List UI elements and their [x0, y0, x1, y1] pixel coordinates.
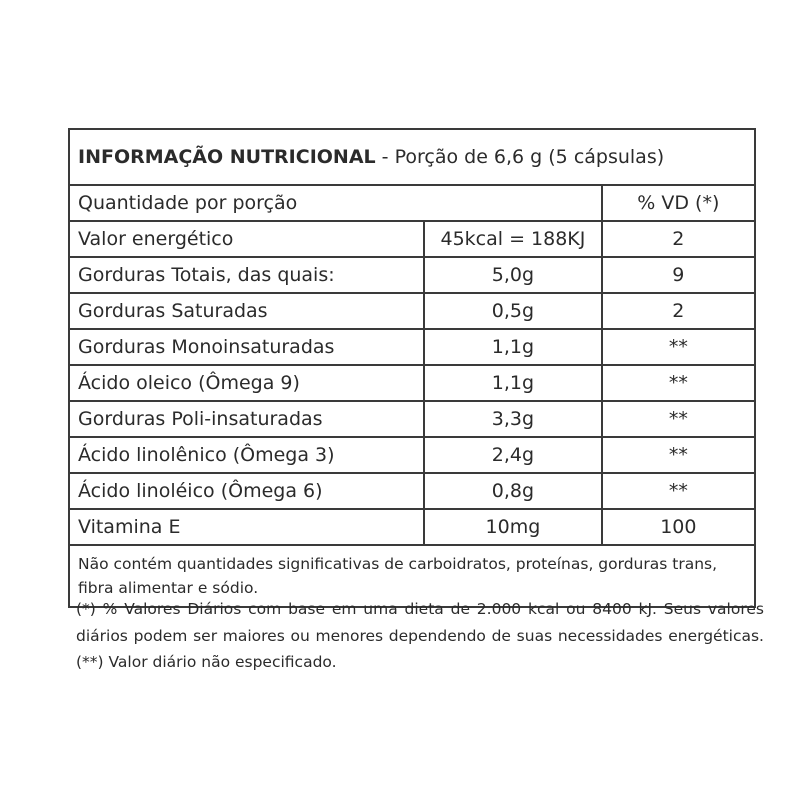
nutrient-amount: 0,8g [424, 473, 602, 509]
nutrient-name: Ácido linolênico (Ômega 3) [69, 437, 424, 473]
table-title [69, 129, 755, 185]
header-vd: % VD (*) [602, 185, 755, 221]
nutrient-amount: 1,1g [424, 365, 602, 401]
nutrient-name: Gorduras Saturadas [69, 293, 424, 329]
nutrient-vd: 100 [602, 509, 755, 545]
nutrient-amount: 5,0g [424, 257, 602, 293]
nutrient-name: Vitamina E [69, 509, 424, 545]
nutrient-name: Ácido oleico (Ômega 9) [69, 365, 424, 401]
nutrient-name: Valor energético [69, 221, 424, 257]
nutrient-vd: ** [602, 473, 755, 509]
table-row [69, 437, 755, 473]
table-row [69, 401, 755, 437]
table-row [69, 329, 755, 365]
nutrient-vd: 9 [602, 257, 755, 293]
table-title-row [69, 129, 755, 185]
nutrient-vd: ** [602, 401, 755, 437]
nutrient-amount: 10mg [424, 509, 602, 545]
nutrient-vd: ** [602, 365, 755, 401]
nutrient-vd: 2 [602, 221, 755, 257]
nutrient-name: Gorduras Monoinsaturadas [69, 329, 424, 365]
footnote: (*) % Valores Diários com base em uma dieta de 2.000 kcal ou 8400 kJ. Seus valores diários podem ser maiores ou menores dependendo de suas necessidades energéticas. (**) Valor diário não especificado. [76, 600, 764, 672]
nutrient-vd: 2 [602, 293, 755, 329]
header-quantity: Quantidade por porção [69, 185, 602, 221]
nutrient-amount: 45kcal = 188KJ [424, 221, 602, 257]
nutrient-amount: 0,5g [424, 293, 602, 329]
nutrient-amount: 2,4g [424, 437, 602, 473]
nutrient-vd: ** [602, 329, 755, 365]
nutrient-amount: 1,1g [424, 329, 602, 365]
nutrient-name: Gorduras Totais, das quais: [69, 257, 424, 293]
table-row [69, 509, 755, 545]
table-note: Não contém quantidades significativas de carboidratos, proteínas, gorduras trans, fibra alimentar e sódio. [69, 545, 755, 607]
nutrition-table [68, 128, 756, 608]
table-row [69, 293, 755, 329]
nutrient-name: Gorduras Poli-insaturadas [69, 401, 424, 437]
table-row [69, 221, 755, 257]
nutrient-name: Ácido linoléico (Ômega 6) [69, 473, 424, 509]
table-row [69, 257, 755, 293]
nutrition-facts-panel [68, 128, 756, 608]
table-header-row [69, 185, 755, 221]
table-title-bold: INFORMAÇÃO NUTRICIONAL [78, 145, 376, 168]
table-row [69, 365, 755, 401]
nutrient-vd: ** [602, 437, 755, 473]
nutrient-amount: 3,3g [424, 401, 602, 437]
table-row [69, 473, 755, 509]
table-title-portion: - Porção de 6,6 g (5 cápsulas) [375, 145, 665, 168]
